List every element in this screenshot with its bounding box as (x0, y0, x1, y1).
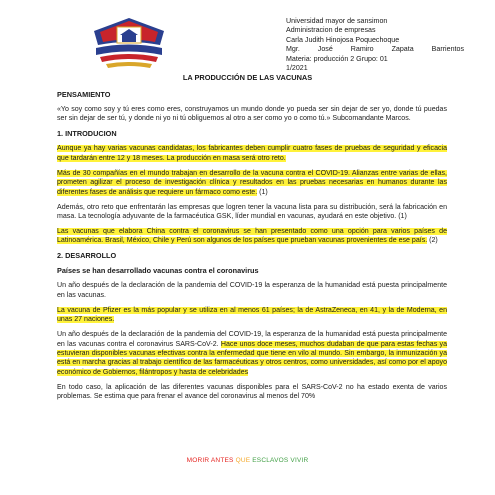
highlighted-text: Las vacunas que elabora China contra el coronavirus se han presentado como una opción para varios países de Latinoamérica. Brasil, México, Chile y Perú son algunos de los países que prueban vacunas provenientes de ese país. (57, 227, 447, 245)
document-title: LA PRODUCCIÓN DE LAS VACUNAS (182, 73, 313, 82)
desarrollo-subheading: Países se han desarrollado vacunas contra el coronavirus (57, 266, 259, 276)
university-crest-logo (92, 15, 166, 71)
document-body (57, 90, 447, 407)
intro-paragraph-2 (57, 169, 447, 197)
highlighted-text: Hace unos doce meses, muchos dudaban de que para estas fechas ya estuvieran disponibles vacunas efectivas contra la enfermedad que tiene en vilo al mundo. Sin embargo, la inmunización ya está en marcha gracias al trabajo científico de las farmacéuticas y otros centros, como universidades, así como por el apoyo económico de Gobiernos, filántropos y hasta de celebridades (57, 340, 447, 376)
footer-motto (0, 457, 495, 464)
desarrollo-paragraph-2 (57, 306, 447, 325)
highlighted-text: Más de 30 compañías en el mundo trabajan en desarrollo de la vacuna contra el COVID-19. Alianzas entre varias de ellas, prometen agilizar el proceso de investigación clínica y resultados en las pruebas necesarias en humanos durante las diferentes fases de análisis que requiere un fármaco como este. (57, 169, 447, 196)
period-info: 1/2021 (286, 64, 308, 73)
highlighted-text: La vacuna de Pfizer es la más popular y se utiliza en al menos 61 países; la de AstraZeneca, en 41, y la de Moderna, en unas 27 naciones. (57, 306, 447, 324)
header-info (286, 17, 464, 73)
citation-ref: (2) (427, 237, 438, 245)
desarrollo-paragraph-3 (57, 330, 447, 377)
motto-part-2: QUE (233, 457, 253, 464)
motto-part-1: MORIR ANTES (186, 457, 234, 464)
citation-ref: (1) (257, 188, 268, 196)
student-name: Carla Judith Hinojosa Poquechoque (286, 35, 400, 44)
introduccion-heading: 1. INTRODUCION (57, 129, 117, 139)
pensamiento-heading: PENSAMIENTO (57, 90, 111, 99)
intro-paragraph-3: Además, otro reto que enfrentarán las empresas que logren tener la vacuna lista para su distribución, será la fabricación en masa. La tecnología adyuvante de la farmacéutica GSK, líder mundial en vacunas, ayudará en este objetivo. (1) (57, 203, 447, 221)
highlighted-text: Aunque ya hay varias vacunas candidatas, los fabricantes deben cumplir cuatro fases de pruebas de seguridad y eficacia que tardarán entre 12 y 18 meses. La producción en masa será otro reto. (57, 145, 447, 162)
university-name: Universidad mayor de sansimon (286, 17, 388, 25)
pensamiento-quote: «Yo soy como soy y tú eres como eres, construyamos un mundo donde yo pueda ser sin dejar de ser yo, donde tú puedas ser sin dejar de ser tú, y donde ni yo ni tú obliguemos al otro a ser como yo o como tú.» Subcomandante Marcos. (57, 105, 447, 123)
intro-paragraph-4 (57, 227, 447, 246)
desarrollo-paragraph-1: Un año después de la declaración de la pandemia del COVID-19 la esperanza de la humanidad está puesta principalmente en las vacunas. (57, 282, 447, 299)
faculty-name: Administracion de empresas (286, 26, 376, 35)
teacher-name: Mgr. José Ramiro Zapata Barrientos (286, 45, 464, 54)
intro-paragraph-1 (57, 144, 447, 163)
desarrollo-paragraph-4: En todo caso, la aplicación de las diferentes vacunas disponibles para el SARS-CoV-2 no ha estado exenta de varios problemas. Se estima que para frenar el avance del coronavirus al menos del 70% (57, 383, 447, 401)
subject-info: Materia: producción 2 Grupo: 01 (286, 54, 388, 63)
plain-text: Un año después de la declaración de la pandemia del COVID-19, la esperanza de la humanidad está puesta principalmente en las vacunas contra el coronavirus SARS-CoV-2. (57, 331, 447, 348)
motto-part-3: ESCLAVOS VIVIR (252, 457, 309, 464)
desarrollo-heading: 2. DESARROLLO (57, 251, 117, 261)
